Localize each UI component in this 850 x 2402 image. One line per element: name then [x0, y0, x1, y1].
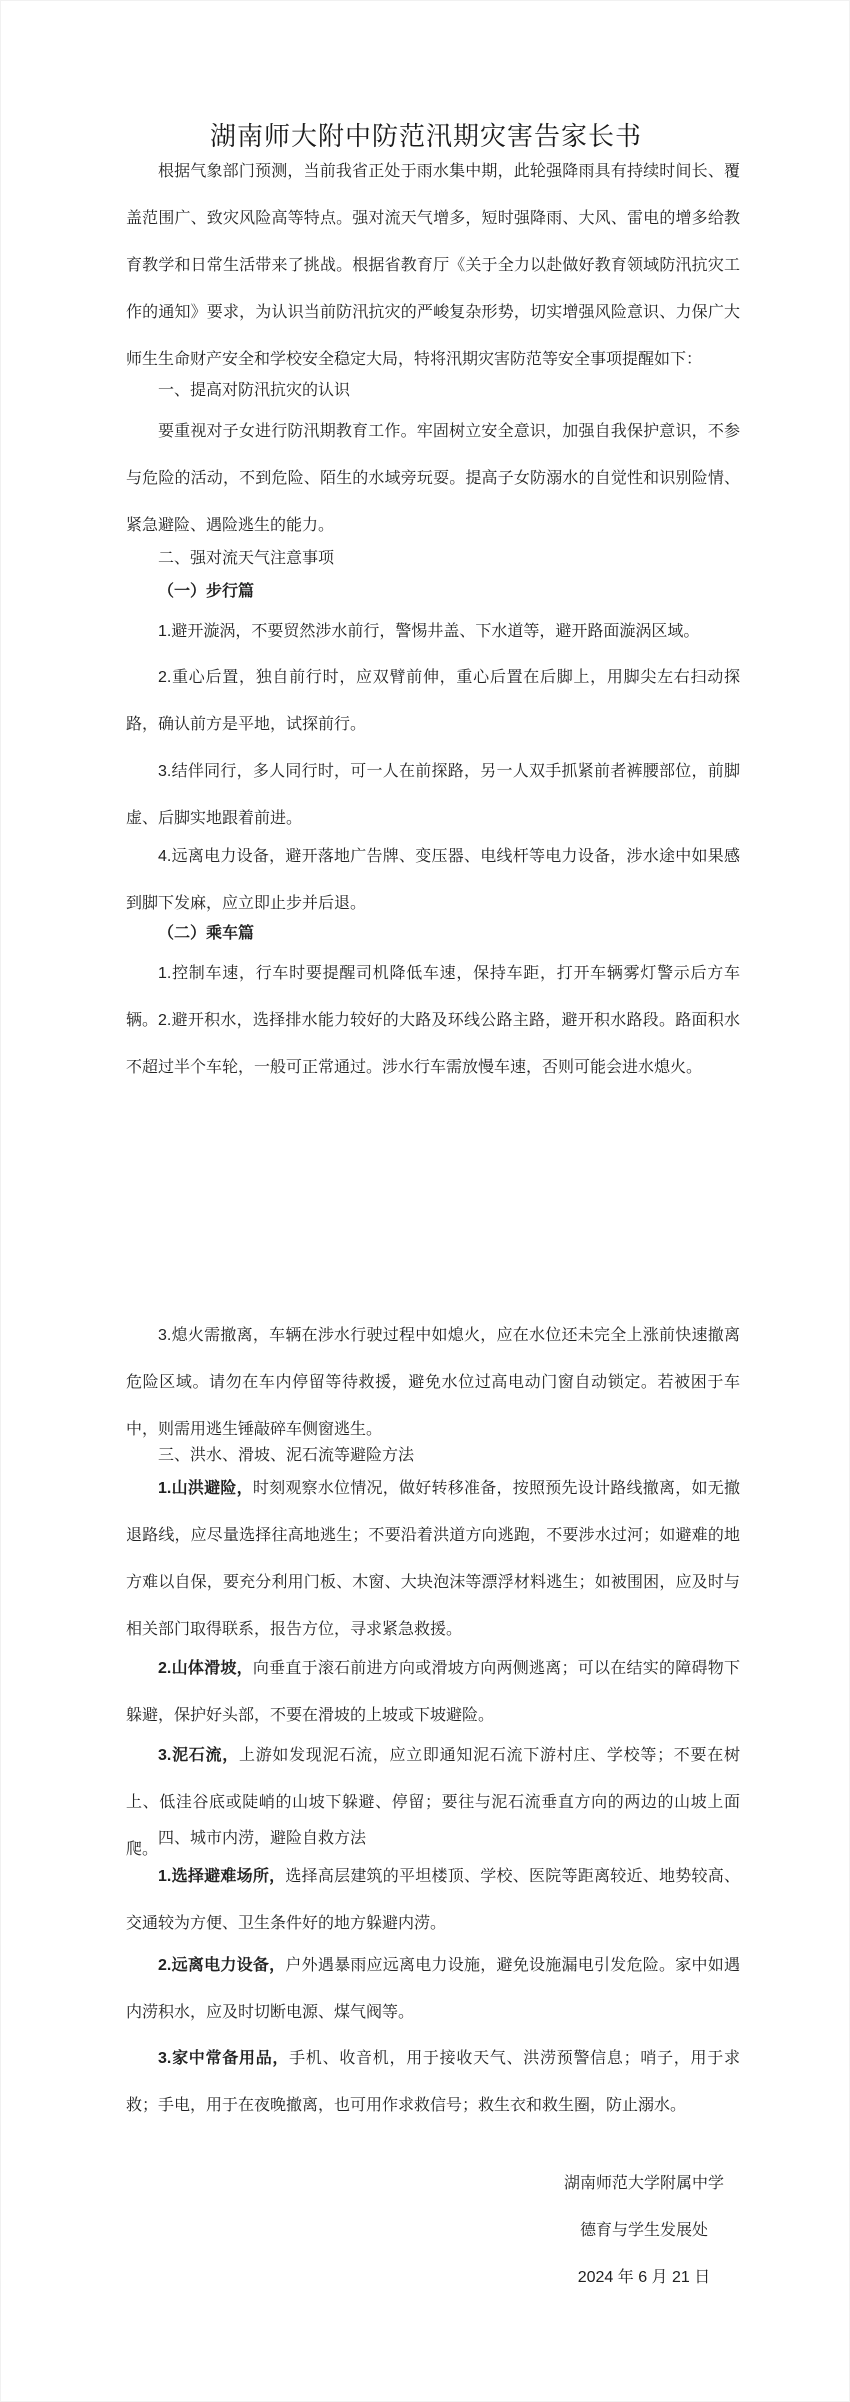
signature-department: 德育与学生发展处 — [579, 2222, 708, 2239]
waterlogging-item-1 — [126, 1853, 740, 1947]
signature-organization: 湖南师范大学附属中学 — [563, 2175, 724, 2192]
subsection-heading-riding: （二）乘车篇 — [158, 925, 255, 942]
waterlogging-item-1-term: 1.选择避难场所， — [158, 1868, 286, 1885]
waterlogging-item-3-text: 手机、收音机，用于接收天气、洪涝预警信息；哨子，用于求救；手电，用于在夜晚撤离，也可用作求救信号；救生衣和救生圈，防止溺水。 — [126, 2050, 740, 2114]
waterlogging-item-2 — [126, 1942, 740, 2036]
intro-paragraph: 根据气象部门预测，当前我省正处于雨水集中期，此轮强降雨具有持续时间长、覆盖范围广、致灾风险高等特点。强对流天气增多，短时强降雨、大风、雷电的增多给教育教学和日常生活带来了挑战。根据省教育厅《关于全力以赴做好教育领域防汛抗灾工作的通知》要求，为认识当前防汛抗灾的严峻复杂形势，切实增强风险意识、力保广大师生生命财产安全和学校安全稳定大局，特将汛期灾害防范等安全事项提醒如下： — [126, 163, 740, 368]
waterlogging-item-2-term: 2.远离电力设备， — [158, 1957, 286, 1974]
waterlogging-item-3-term: 3.家中常备用品， — [158, 2050, 290, 2067]
subsection-heading-walking: （一）步行篇 — [158, 583, 255, 600]
section-heading-4: 四、城市内涝，避险自救方法 — [158, 1830, 367, 1847]
document-title: 湖南师大附中防范汛期灾害告家长书 — [209, 121, 642, 152]
riding-item-2: 2.避开积水，选择排水能力较好的大路及环线公路主路，避开积水路段。路面积水不超过半个车轮，一般可正常通过。涉水行车需放慢车速，否则可能会进水熄火。 — [126, 1012, 740, 1076]
debris-flow-item-3-term: 3.泥石流， — [158, 1747, 239, 1764]
debris-flow-item-3-text: 上游如发现泥石流，应立即通知泥石流下游村庄、学校等；不要在树上、低洼谷底或陡峭的山坡下躲避、停留；要往与泥石流垂直方向的两边的山坡上面爬。 — [126, 1747, 740, 1858]
walking-item-4: 4.远离电力设备，避开落地广告牌、变压器、电线杆等电力设备，涉水途中如果感到脚下发麻，应立即止步并后退。 — [126, 848, 740, 912]
walking-item-3: 3.结伴同行，多人同行时，可一人在前探路，另一人双手抓紧前者裤腰部位，前脚虚、后脚实地跟着前进。 — [126, 763, 740, 827]
waterlogging-item-2-text: 户外遇暴雨应远离电力设施，避免设施漏电引发危险。家中如遇内涝积水，应及时切断电源、煤气阀等。 — [126, 1957, 740, 2021]
waterlogging-item-1-text: 选择高层建筑的平坦楼顶、学校、医院等距离较近、地势较高、交通较为方便、卫生条件好的地方躲避内涝。 — [126, 1868, 740, 1932]
flood-item-1 — [126, 1465, 740, 1653]
section-heading-1: 一、提高对防汛抗灾的认识 — [158, 382, 351, 399]
walking-item-2: 2.重心后置，独自前行时，应双臂前伸，重心后置在后脚上，用脚尖左右扫动探路，确认前方是平地，试探前行。 — [126, 669, 740, 733]
landslide-item-2-term: 2.山体滑坡， — [158, 1660, 253, 1677]
section-heading-3: 三、洪水、滑坡、泥石流等避险方法 — [158, 1447, 415, 1464]
signature-block — [564, 2160, 724, 2301]
signature-date: 2024 年 6 月 21 日 — [577, 2269, 711, 2286]
riding-item-3: 3.熄火需撤离，车辆在涉水行驶过程中如熄火，应在水位还未完全上涨前快速撤离危险区域。请勿在车内停留等待救援，避免水位过高电动门窗自动锁定。若被困于车中，则需用逃生锤敲碎车侧窗逃生。 — [126, 1327, 740, 1438]
flood-item-1-term: 1.山洪避险， — [158, 1480, 253, 1497]
section-1-paragraph: 要重视对子女进行防汛期教育工作。牢固树立安全意识，加强自我保护意识，不参与危险的活动，不到危险、陌生的水域旁玩耍。提高子女防溺水的自觉性和识别险情、紧急避险、遇险逃生的能力。 — [126, 423, 740, 534]
flood-item-1-text: 时刻观察水位情况，做好转移准备，按照预先设计路线撤离，如无撤退路线，应尽量选择往高地逃生；不要沿着洪道方向逃跑，不要涉水过河；如避难的地方难以自保，要充分利用门板、木窗、大块泡沫等漂浮材料逃生；如被围困，应及时与相关部门取得联系，报告方位，寻求紧急救援。 — [126, 1480, 740, 1638]
waterlogging-item-3 — [126, 2035, 740, 2129]
section-heading-2: 二、强对流天气注意事项 — [158, 550, 335, 567]
landslide-item-2 — [126, 1645, 740, 1739]
walking-item-1: 1.避开漩涡，不要贸然涉水前行，警惕井盖、下水道等，避开路面漩涡区域。 — [158, 623, 700, 640]
riding-item-1: 1.控制车速，行车时要提醒司机降低车速，保持车距，打开车辆雾灯警示后方车辆。 — [126, 965, 740, 1029]
landslide-item-2-text: 向垂直于滚石前进方向或滑坡方向两侧逃离；可以在结实的障碍物下躲避，保护好头部，不要在滑坡的上坡或下坡避险。 — [126, 1660, 740, 1724]
